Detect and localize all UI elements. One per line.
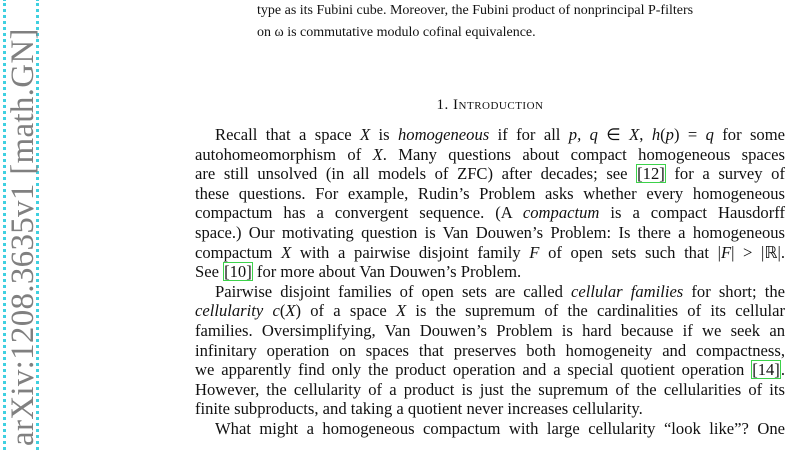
italic-text: cellularity [195,301,264,321]
text-segment: Recall that a space [215,125,360,144]
text-segment: What might a homogeneous compactum with large cellularity “look like”? One [215,418,785,438]
text-segment: of open sets such that | [539,242,721,262]
text-segment: is [370,125,398,144]
citation-link[interactable]: [14] [752,360,780,380]
text-line [195,399,785,419]
italic-text: h [651,125,661,144]
text-segment: is a compact Hausdorff [599,203,785,223]
text-segment: is the supremum of the cardinalities of its cellular [406,301,785,321]
text-segment: with a pairwise disjoint family [291,242,530,262]
text-line [195,262,785,282]
text-segment: for some [713,125,786,144]
text-segment: families. Oversimplifying, Van Douwen’s Problem is hard because if we seek an [195,320,785,340]
section-title: Introduction [453,97,544,113]
text-segment: these questions. For example, Rudin’s Problem asks whether every homogeneous [195,183,785,203]
text-line [195,203,785,223]
text-segment: ( [660,125,666,144]
italic-text: cellular families [571,281,684,301]
text-segment: ) = [673,125,706,144]
text-line [195,360,785,380]
italic-text: X [281,242,292,262]
section-heading [0,96,800,114]
text-segment: See [195,262,224,282]
text-segment: autohomeomorphism of [195,144,373,164]
text-line [195,243,785,263]
text-segment: compactum has a convergent sequence. (A [195,203,523,223]
text-segment: However, the cellularity of a product is just the supremum of the cellularities of its [195,379,785,399]
italic-text: F [720,242,732,262]
text-line [195,321,785,341]
text-segment: space.) Our motivating question is Van Douwen’s Problem: Is there a homogeneous [195,222,785,242]
italic-text: p [665,125,674,144]
abstract-line: type as its Fubini cube. Moreover, the Fubini product of nonprincipal P-filters [257,3,694,18]
text-segment: ( [279,301,286,321]
italic-text: compactum [522,203,600,223]
text-segment: we apparently find only the product operation and a special quotient operation [195,360,752,380]
citation-link[interactable]: [10] [224,262,252,282]
text-line [195,164,785,184]
text-segment: Pairwise disjoint families of open sets are called [215,281,572,301]
italic-text: X [285,301,296,321]
italic-text: X [372,144,383,164]
italic-text: X [629,125,640,144]
italic-text: X [395,301,407,321]
italic-text: F [529,242,540,262]
text-segment: are still unsolved (in all models of ZFC) after decades; see [195,164,637,184]
section-number: 1. [436,97,449,113]
italic-text: X [360,125,371,144]
text-segment: for a survey of [665,164,785,184]
text-line [195,341,785,361]
text-segment: | > |ℝ|. [731,242,785,262]
text-segment: finite subproducts, and taking a quotient never increases cellularity. [195,399,643,419]
text-line [195,282,785,302]
text-segment: for short; the [683,281,785,301]
text-line [195,301,785,321]
arxiv-stamp [3,0,39,450]
text-line [195,380,785,400]
text-segment: ) of a space [295,301,396,321]
text-segment: infinitary operation on spaces that preserves both homogeneity and compactness, [195,340,785,360]
text-segment: . Many questions about compact homogeneous spaces [382,144,785,164]
italic-text: homogeneous [397,125,490,144]
text-line [195,125,785,145]
text-segment: , [639,125,652,144]
text-segment: compactum [195,242,282,262]
text-segment: ∈ [597,125,630,144]
text-segment: for more about Van Douwen’s Problem. [252,262,522,282]
text-line [195,145,785,165]
body-text [195,125,785,439]
abstract-line: on ω is commutative modulo cofinal equivalence. [257,25,536,40]
text-line [195,184,785,204]
text-segment: if for all [489,125,569,144]
italic-text: q [705,125,714,144]
text-line [195,419,785,439]
text-line [195,223,785,243]
text-segment: . [780,360,785,380]
arxiv-identifier: arXiv:1208.3635v1 [math.GN] [5,28,41,446]
italic-text: c [272,301,280,321]
citation-link[interactable]: [12] [637,164,665,184]
italic-text: p, q [568,125,598,144]
